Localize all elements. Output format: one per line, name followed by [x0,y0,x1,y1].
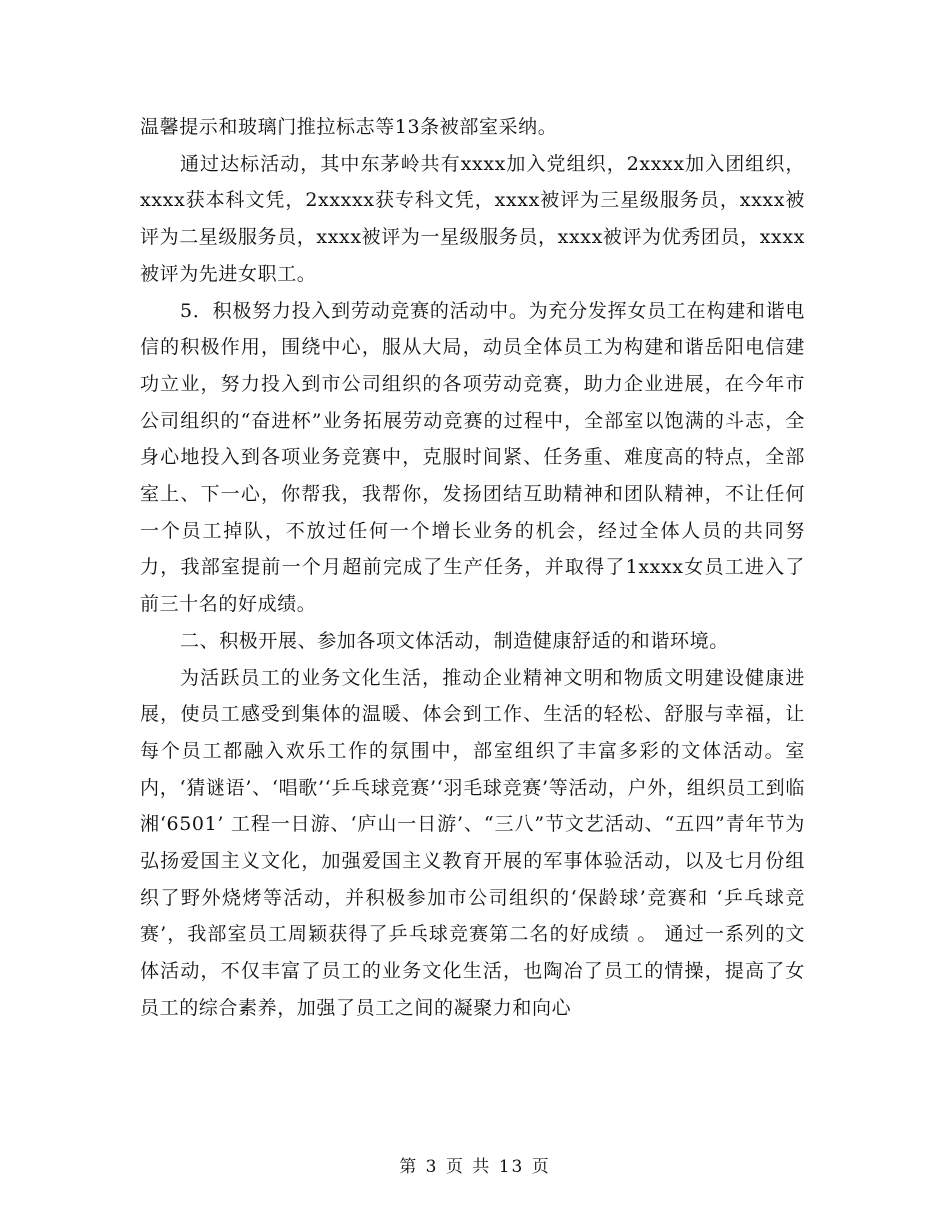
paragraph-achievements: 通过达标活动，其中东茅岭共有xxxx加入党组织，2xxxx加入团组织，xxxx获本科文凭，2xxxxx获专科文凭，xxxx被评为三星级服务员，xxxx被评为二星级服务员，xxxx被评为一星级服务员，xxxx被评为优秀团员，xxxx被评为先进女职工。 [140,152,805,285]
document-body [140,109,805,1027]
paragraph-continuation: 温馨提示和玻璃门推拉标志等13条被部室采纳。 [140,116,558,138]
paragraph-labor-competition: 5．积极努力投入到劳动竞赛的活动中。为充分发挥女员工在构建和谐电信的积极作用，围绕中心，服从大局，动员全体员工为构建和谐岳阳电信建功立业，努力投入到市公司组织的各项劳动竞赛，助力企业进展，在今年市公司组织的“奋进杯”业务拓展劳动竞赛的过程中，全部室以饱满的斗志，全身心地投入到各项业务竞赛中，克服时间紧、任务重、难度高的特点，全部室上、下一心，你帮我，我帮你，发扬团结互助精神和团队精神，不让任何一个员工掉队，不放过任何一个增长业务的机会，经过全体人员的共同努力，我部室提前一个月超前完成了生产任务，并取得了1xxxx女员工进入了前三十名的好成绩。 [140,299,805,616]
paragraph-cultural-activities: 为活跃员工的业务文化生活，推动企业精神文明和物质文明建设健康进展，使员工感受到集体的温暖、体会到工作、生活的轻松、舒服与幸福，让每个员工都融入欢乐工作的氛围中，部室组织了丰富多彩的文体活动。室内，‘猜谜语’、‘唱歌’‘乒乓球竞赛’‘羽毛球竞赛’等活动，户外，组织员工到临湘‘6501’ 工程一日游、‘庐山一日游’、“三八”节文艺活动、“五四”青年节为弘扬爱国主义文化，加强爱国主义教育开展的军事体验活动，以及七月份组织了野外烧烤等活动，并积极参加市公司组织的‘保龄球’竞赛和 ‘乒乓球竞赛’，我部室员工周颖获得了乒乓球竞赛第二名的好成绩 。 通过一系列的文体活动，不仅丰富了员工的业务文化生活，也陶冶了员工的情操，提高了女员工的综合素养，加强了员工之间的凝聚力和向心 [140,666,805,1019]
section-heading-cultural-activities: 二、积极开展、参加各项文体活动，制造健康舒适的和谐环境。 [180,629,729,652]
page-number-footer: 第 3 页 共 13 页 [399,1157,551,1177]
